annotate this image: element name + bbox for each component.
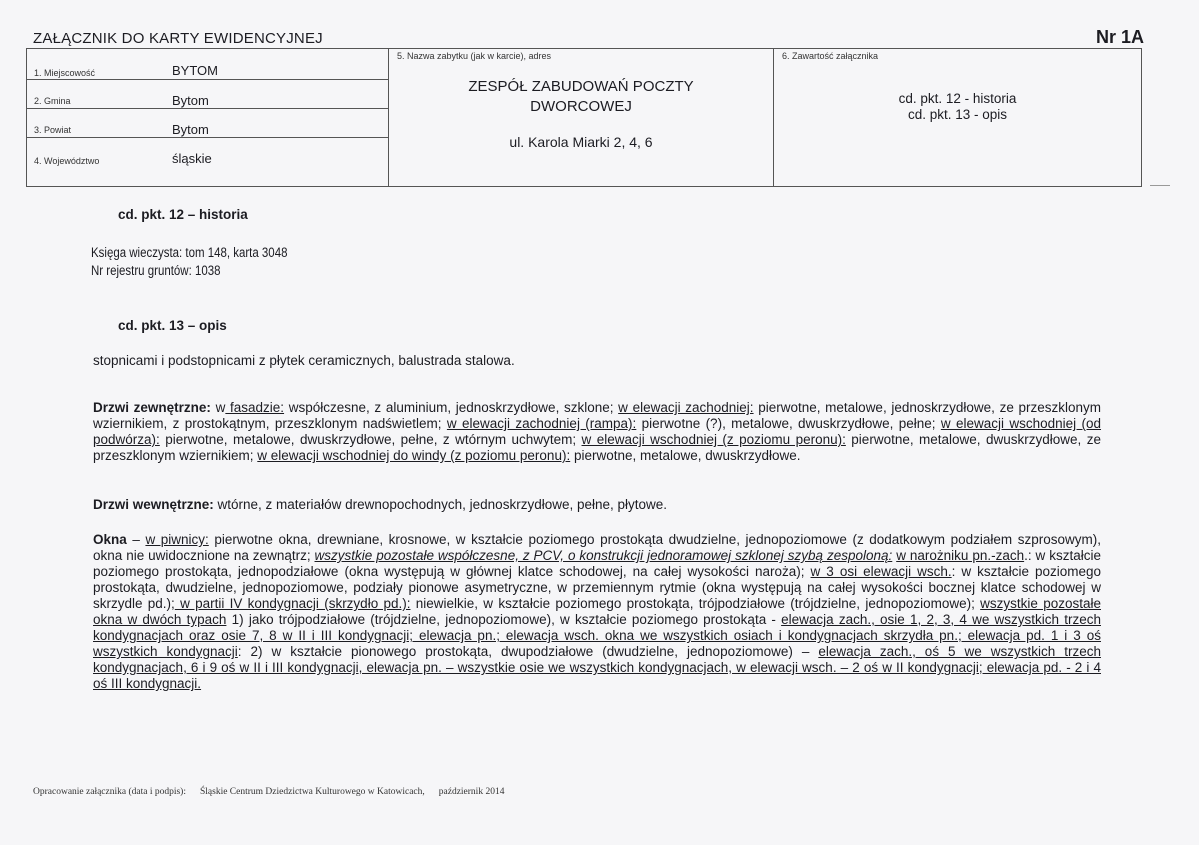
underlined-run: w elewacji wschodniej (od podwórza): (93, 416, 1102, 447)
attachment-number: Nr 1A (1095, 27, 1144, 47)
land-registry-number: Nr rejestru gruntów: 1038 (91, 263, 221, 278)
underlined-run: elewacja zach., oś 5 we wszystkich trzech kondygnacjach, 6 i 9 oś w II i III kondygnacji, elewacja pn. – wszystkie osie we wszystkich kondygnacjach, w elewacji wsch. – 2 oś w II kondygnacji; elewacja pd. - 2 i 4 oś III kondygnacji. (93, 644, 1101, 691)
exterior-doors-paragraph (93, 400, 1101, 464)
underlined-italic-run: wszystkie pozostałe współczesne, z PCV, o konstrukcji jednoramowej szklonej szybą zespoloną: (314, 548, 893, 563)
section-12-heading: cd. pkt. 12 – historia (118, 207, 248, 222)
paragraph-label: Drzwi zewnętrzne: (93, 400, 211, 415)
field-label: 2. Gmina (34, 96, 71, 106)
section-13-heading: cd. pkt. 13 – opis (118, 318, 227, 333)
contents-item: cd. pkt. 12 - historia (898, 91, 1017, 106)
footer-date: październik 2014 (438, 787, 505, 797)
field-wojewodztwo (27, 138, 388, 186)
field-gmina (27, 80, 388, 109)
text-run: 1) jako trójpodziałowe (trójdzielne, jednopoziomowe), w kształcie poziomego prostokąta - (226, 612, 782, 627)
footer-organization: Śląskie Centrum Dziedzictwa Kulturowego w Katowicach, (199, 787, 425, 797)
text-run: pierwotne (?), metalowe, dwuskrzydłowe, pełne; (636, 416, 941, 431)
field-value: Bytom (172, 122, 209, 137)
monument-name-line: DWORCOWEJ (530, 98, 632, 115)
attachment-title: ZAŁĄCZNIK DO KARTY EWIDENCYJNEJ (33, 30, 323, 47)
text-run: pierwotne, metalowe, dwuskrzydłowe, pełne, z wtórnym uchwytem; (159, 432, 582, 447)
location-fields (27, 49, 389, 186)
windows-paragraph (93, 532, 1101, 692)
interior-doors-paragraph (93, 497, 1101, 513)
text-run: pierwotne, metalowe, dwuskrzydłowe. (570, 448, 801, 463)
text-run: : w kształcie poziomego prostokąta, dwudzielne, jednopoziomowe, podziały pionowe asymetryczne, w przemiennym rytmie (okna występują na całej wysokości bocznej klatce schodowej w skrzydle pd.); (93, 564, 1102, 611)
underlined-run: w elewacji wschodniej do windy (z poziomu peronu): (257, 448, 571, 463)
monument-name-line: ZESPÓŁ ZABUDOWAŃ POCZTY (468, 78, 694, 95)
text-run: : 2) w kształcie pionowego prostokąta, dwupodziałowe (dwudzielne, jednopoziomowe) – (237, 644, 819, 659)
field-value: BYTOM (172, 63, 218, 78)
field-label: 1. Miejscowość (34, 68, 96, 78)
text-run: pierwotne okna, drewniane, krosnowe, w kształcie poziomego prostokąta dwudzielne, jednopoziomowe (z dodatkowym podziałem szprosowym), okna nie uwidocznione na zewnątrz; (93, 532, 1101, 563)
footer (33, 787, 518, 797)
text-run: wtórne, z materiałów drewnopochodnych, jednoskrzydłowe, pełne, płytowe. (213, 497, 668, 512)
underlined-run: elewacja zach., osie 1, 2, 3, 4 we wszystkich trzech kondygnacjach oraz osie 7, 8 w II i III kondygnacji; elewacja pn.; elewacja wsch. okna we wszystkich osiach i kondygnacjach skrzydła pn.; elewacja pd. 1 i 3 oś wszystkich kondygnacji (93, 612, 1101, 659)
field-label: 3. Powiat (34, 125, 72, 135)
underlined-run: w partii IV kondygnacji (skrzydło pd.): (174, 596, 411, 611)
field-value: Bytom (172, 93, 209, 108)
monument-address: ul. Karola Miarki 2, 4, 6 (509, 134, 653, 150)
underlined-run: w elewacji wschodniej (z poziomu peronu): (581, 432, 846, 447)
intro-paragraph: stopnicami i podstopnicami z płytek ceramicznych, balustrada stalowa. (93, 353, 515, 368)
underlined-run: w narożniku pn.-zach (896, 548, 1025, 563)
header-form (26, 48, 1142, 187)
contents-list (774, 91, 1141, 123)
text-run: pierwotne, metalowe, jednoskrzydłowe, ze przeszklonym wziernikiem, z prostokątnym, przeszklonym nadświetlem; (93, 400, 1102, 431)
edge-line (1150, 185, 1170, 186)
text-run: niewielkie, w kształcie poziomego prostokąta, trójpodziałowe (trójdzielne, jednopoziomowe); (410, 596, 981, 611)
text-run: – (126, 532, 146, 547)
contents-field (774, 49, 1141, 186)
field-miejscowosc (27, 49, 388, 80)
footer-label: Opracowanie załącznika (data i podpis): (33, 787, 186, 797)
monument-name (389, 77, 773, 117)
field-label: 4. Województwo (34, 156, 100, 166)
underlined-run: w 3 osi elewacji wsch. (810, 564, 952, 579)
monument-field (389, 49, 774, 186)
contents-label: 6. Zawartość załącznika (782, 51, 879, 61)
underlined-run: w piwnicy: (145, 532, 209, 547)
underlined-run: fasadzie: (225, 400, 285, 415)
text-run: współczesne, z aluminium, jednoskrzydłowe, szklone; (284, 400, 619, 415)
monument-label: 5. Nazwa zabytku (jak w karcie), adres (397, 51, 552, 61)
land-register-line: Księga wieczysta: tom 148, karta 3048 (91, 245, 288, 260)
contents-item: cd. pkt. 13 - opis (907, 107, 1008, 122)
field-powiat (27, 109, 388, 138)
underlined-run: wszystkie pozostałe okna w dwóch typach (93, 596, 1101, 627)
underlined-run: w elewacji zachodniej: (618, 400, 754, 415)
underlined-run: w elewacji zachodniej (rampa): (446, 416, 637, 431)
paragraph-label: Drzwi wewnętrzne: (93, 497, 214, 512)
text-run: w (210, 400, 226, 415)
text-run: pierwotne, metalowe, dwuskrzydłowe, ze przeszklonym wziernikiem; (93, 432, 1101, 463)
field-value: śląskie (172, 151, 212, 166)
paragraph-label: Okna (93, 532, 127, 547)
text-run: .: w kształcie poziomego prostokąta, jednopodziałowe (okna występują w głównej klatce schodowej, na całej wysokości naroża); (93, 548, 1101, 579)
